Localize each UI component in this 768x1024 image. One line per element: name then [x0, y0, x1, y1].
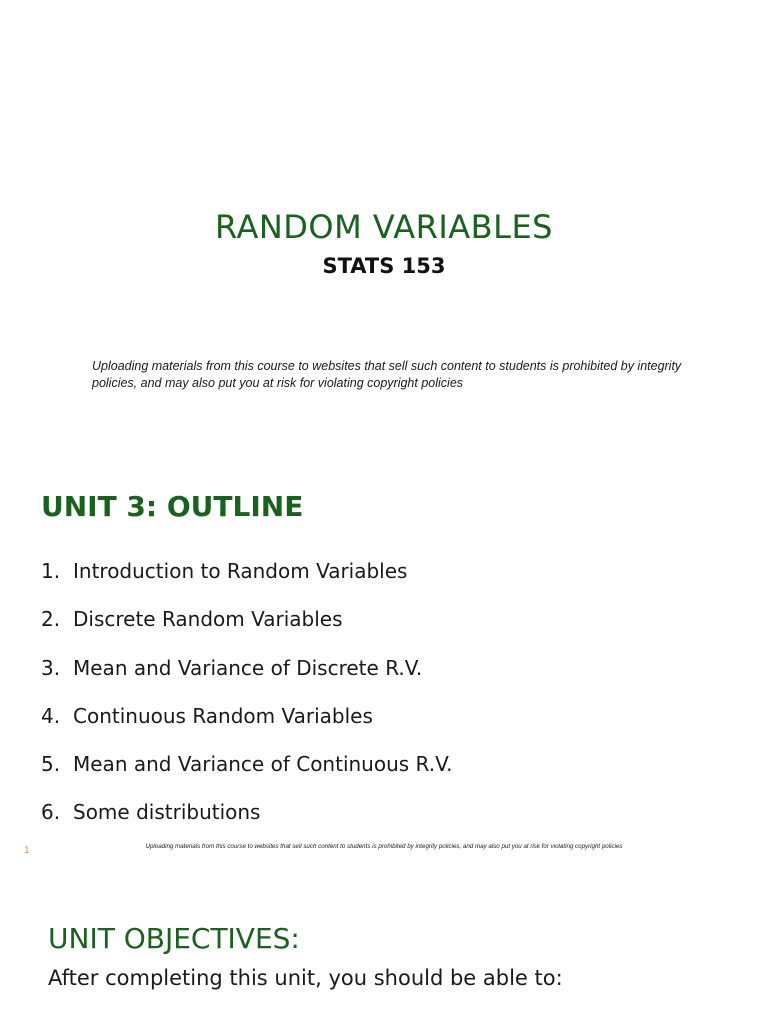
objectives-heading: UNIT OBJECTIVES: — [48, 922, 300, 955]
outline-item-number: 2. — [41, 607, 61, 632]
outline-item-label: Continuous Random Variables — [73, 703, 373, 728]
outline-item — [41, 704, 453, 752]
outline-item — [41, 656, 453, 704]
page-number: 1 — [24, 845, 30, 856]
outline-item — [41, 559, 453, 607]
footer-disclaimer: Uploading materials from this course to websites that sell such content to students is prohibited by integrity policies, and may also put you at risk for violating copyright policies — [145, 843, 623, 850]
outline-item-label: Mean and Variance of Continuous R.V. — [73, 752, 453, 777]
outline-item-number: 6. — [41, 800, 61, 825]
course-code: STATS 153 — [322, 254, 446, 278]
outline-item-number: 1. — [41, 559, 61, 583]
outline-item-label: Introduction to Random Variables — [73, 559, 408, 583]
outline-heading: UNIT 3: OUTLINE — [41, 490, 304, 523]
outline-item-label: Discrete Random Variables — [73, 607, 343, 632]
outline-item — [41, 752, 453, 800]
outline-item-number: 4. — [41, 703, 61, 728]
outline-item-number: 5. — [41, 752, 61, 777]
copyright-disclaimer: Uploading materials from this course to websites that sell such content to students is prohibited by integrity policies, and may also put you at risk for violating copyright policies — [92, 359, 682, 390]
outline-item — [41, 800, 453, 848]
outline-item-label: Mean and Variance of Discrete R.V. — [73, 655, 423, 680]
objectives-intro: After completing this unit, you should be able to: — [48, 966, 563, 990]
slide-title: RANDOM VARIABLES — [215, 208, 553, 246]
outline-item-label: Some distributions — [73, 800, 261, 825]
outline-list — [41, 559, 453, 849]
outline-item — [41, 607, 453, 655]
outline-item-number: 3. — [41, 655, 61, 680]
